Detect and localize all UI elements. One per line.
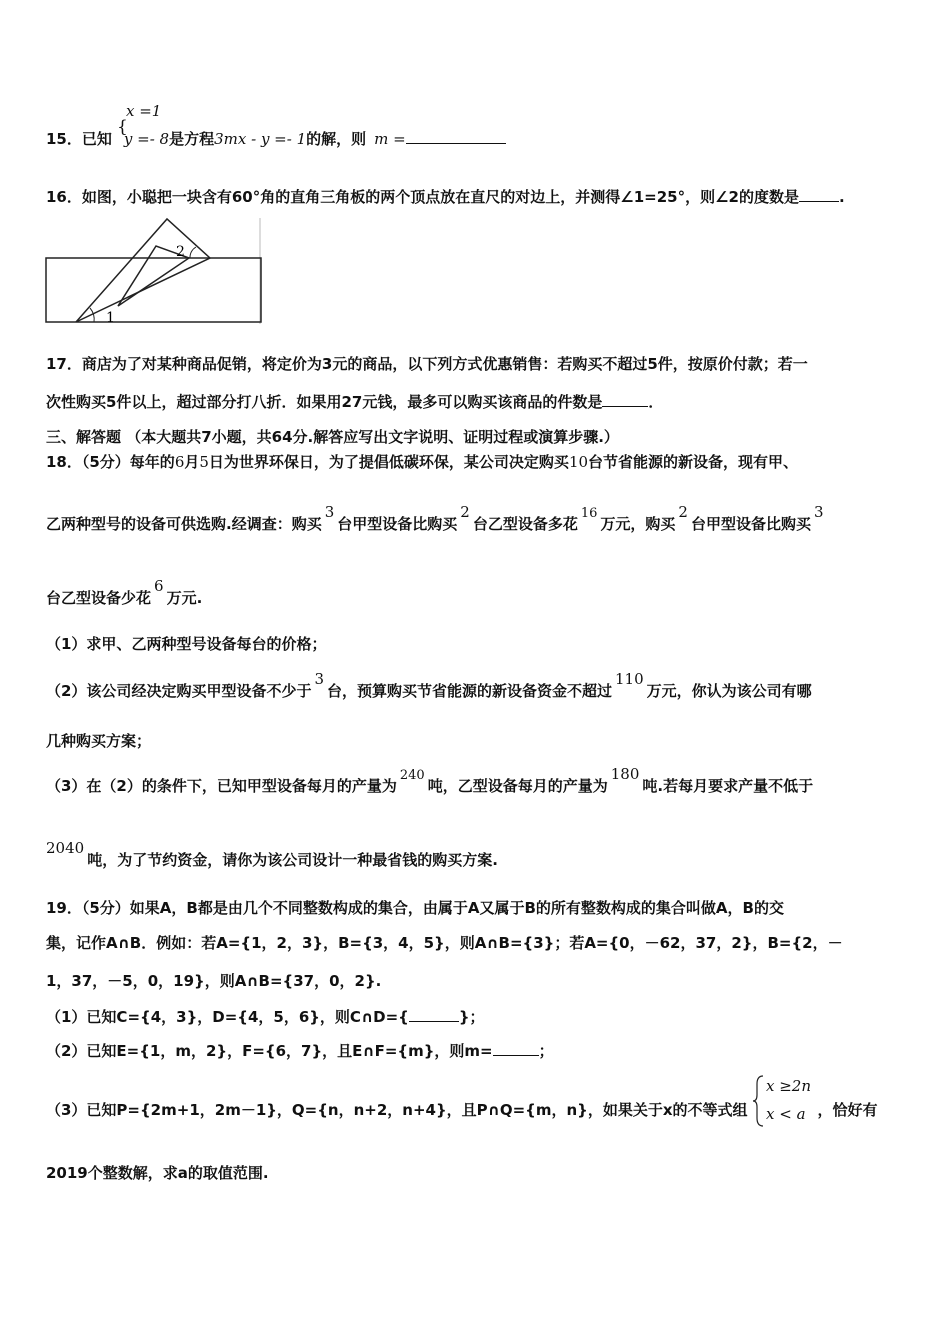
question-17-line1: 17．商店为了对某种商品促销，将定价为3元的商品，以下列方式优惠销售：若购买不超过5件，按原价付款；若一 — [46, 355, 808, 373]
q18-num: 6 — [174, 453, 185, 471]
q16-end: . — [838, 188, 845, 206]
q17-end: ． — [648, 393, 664, 411]
q19-inequality-2: x < a — [766, 1105, 806, 1123]
q18-text: 万元，购买 — [600, 515, 676, 533]
q18-text: 台甲型设备比购买 — [337, 515, 458, 533]
q15-equation: 3mx - y =- 1 — [214, 130, 307, 148]
q18-text: 台甲型设备比购买 — [690, 515, 811, 533]
q18-text: 吨，为了节约资金，请你为该公司设计一种最省钱的购买方案. — [87, 851, 498, 869]
q18-num: 3 — [813, 503, 824, 521]
q18-num: 2 — [460, 503, 470, 521]
q18-text: 万元. — [166, 589, 203, 607]
q18-num: 110 — [615, 670, 644, 688]
angle-1-label: 1 — [106, 310, 115, 326]
question-19-part3-line2: 2019个整数解，求a的取值范围. — [46, 1164, 269, 1182]
q18-text: 日为世界环保日，为了提倡低碳环保，某公司决定购买 — [208, 453, 569, 471]
q18-text: 台乙型设备少花 — [46, 589, 152, 607]
q18-text: 台，预算购买节省能源的新设备资金不超过 — [327, 682, 613, 700]
q18-num: 10 — [568, 453, 589, 471]
q15-text: 是方程 — [169, 130, 215, 148]
question-19-line3: 1，37，－5，0，19}，则A∩B={37，0，2}. — [46, 972, 382, 990]
q18-num: 2 — [678, 503, 688, 521]
q15-known: 已知 — [81, 130, 112, 148]
question-18-part3-line1 — [46, 765, 814, 798]
section-3-heading: 三、解答题 （本大题共7小题，共64分.解答应写出文字说明、证明过程或演算步骤.） — [46, 428, 619, 446]
q19-inequality-brace — [752, 1074, 766, 1128]
q15-answer-blank[interactable] — [406, 143, 506, 144]
q15-m-eq: m = — [374, 130, 406, 148]
q18-text: 吨.若每月要求产量不低于 — [642, 777, 814, 795]
q18-text: 18．（5分）每年的 — [46, 453, 175, 471]
question-18-line1 — [46, 452, 798, 472]
q15-tail: 的解，则 — [306, 130, 367, 148]
question-16 — [46, 187, 845, 207]
q18-text: （3）在（2）的条件下，已知甲型设备每月的产量为 — [46, 777, 397, 795]
question-19-line1: 19．（5分）如果A，B都是由几个不同整数构成的集合，由属于A又属于B的所有整数构成的集合叫做A，B的交 — [46, 899, 784, 917]
q19-part2-blank[interactable] — [493, 1055, 539, 1056]
ruler — [46, 258, 261, 322]
q16-answer-blank[interactable] — [799, 201, 839, 202]
q19-text: ，恰好有 — [817, 1101, 878, 1119]
q18-num: 180 — [610, 765, 640, 783]
q18-num: 16 — [580, 506, 598, 521]
q17-answer-blank[interactable] — [602, 406, 648, 407]
q18-text: 万元，你认为该公司有哪 — [646, 682, 812, 700]
triangle-outer — [76, 219, 210, 322]
q19-text: ； — [538, 1042, 554, 1060]
q18-text: 吨，乙型设备每月的产量为 — [427, 777, 608, 795]
q19-text: （3）已知P={2m+1，2m－1}，Q={n，n+2，n+4}，且P∩Q={m，n}，如果关于x的不等式组 — [46, 1101, 748, 1119]
q18-text: 月 — [184, 453, 200, 471]
question-17-line2 — [46, 392, 663, 412]
q15-system-line1: x =1 — [126, 102, 162, 120]
q18-text: 乙两种型号的设备可供选购.经调查：购买 — [46, 515, 322, 533]
q19-text: （1）已知C={4，3}，D={4，5，6}，则C∩D={ — [46, 1008, 409, 1026]
question-19-part2 — [46, 1041, 554, 1061]
angle-2-arc — [190, 247, 196, 258]
q17-text: 次性购买5件以上，超过部分打八折．如果用27元钱，最多可以购买该商品的件数是 — [46, 393, 603, 411]
angle-2-label: 2 — [176, 244, 185, 260]
question-18-part2-line1 — [46, 670, 812, 701]
question-18-part3-line2 — [46, 839, 498, 870]
q18-num: 240 — [399, 768, 425, 783]
q18-text: （2）该公司经决定购买甲型设备不少于 — [46, 682, 312, 700]
question-19-line2: 集，记作A∩B．例如：若A={1，2，3}，B={3，4，5}，则A∩B={3}；若A={0，－62，37，2}，B={2，－ — [46, 934, 843, 952]
q16-text: 16．如图，小聪把一块含有60°角的直角三角板的两个顶点放在直尺的对边上，并测得∠1=25°，则∠2的度数是 — [46, 188, 799, 206]
question-18-part1: （1）求甲、乙两种型号设备每台的价格； — [46, 635, 327, 653]
q18-num: 5 — [199, 453, 209, 471]
q18-text: 台乙型设备多花 — [472, 515, 578, 533]
question-15 — [46, 129, 506, 149]
q19-text: }； — [458, 1008, 485, 1026]
q18-num: 3 — [324, 503, 335, 521]
question-19-part1 — [46, 1007, 485, 1027]
q16-figure — [44, 214, 266, 326]
q19-text: （2）已知E={1，m，2}，F={6，7}，且E∩F={m}，则m= — [46, 1042, 493, 1060]
question-18-line3 — [46, 577, 203, 608]
q15-number: 15． — [46, 130, 82, 148]
q18-text: 台节省能源的新设备，现有甲、 — [588, 453, 799, 471]
q18-num: 6 — [154, 577, 164, 595]
q19-part1-blank[interactable] — [409, 1021, 459, 1022]
q15-brace: { — [117, 117, 128, 137]
q18-num: 3 — [314, 670, 324, 688]
question-18-line2 — [46, 503, 827, 536]
q18-num: 2040 — [46, 839, 85, 857]
question-18-part2-line2: 几种购买方案； — [46, 732, 152, 750]
q15-system-line2: y =- 8 — [123, 130, 170, 148]
q19-inequality-1: x ≥2n — [766, 1077, 811, 1095]
